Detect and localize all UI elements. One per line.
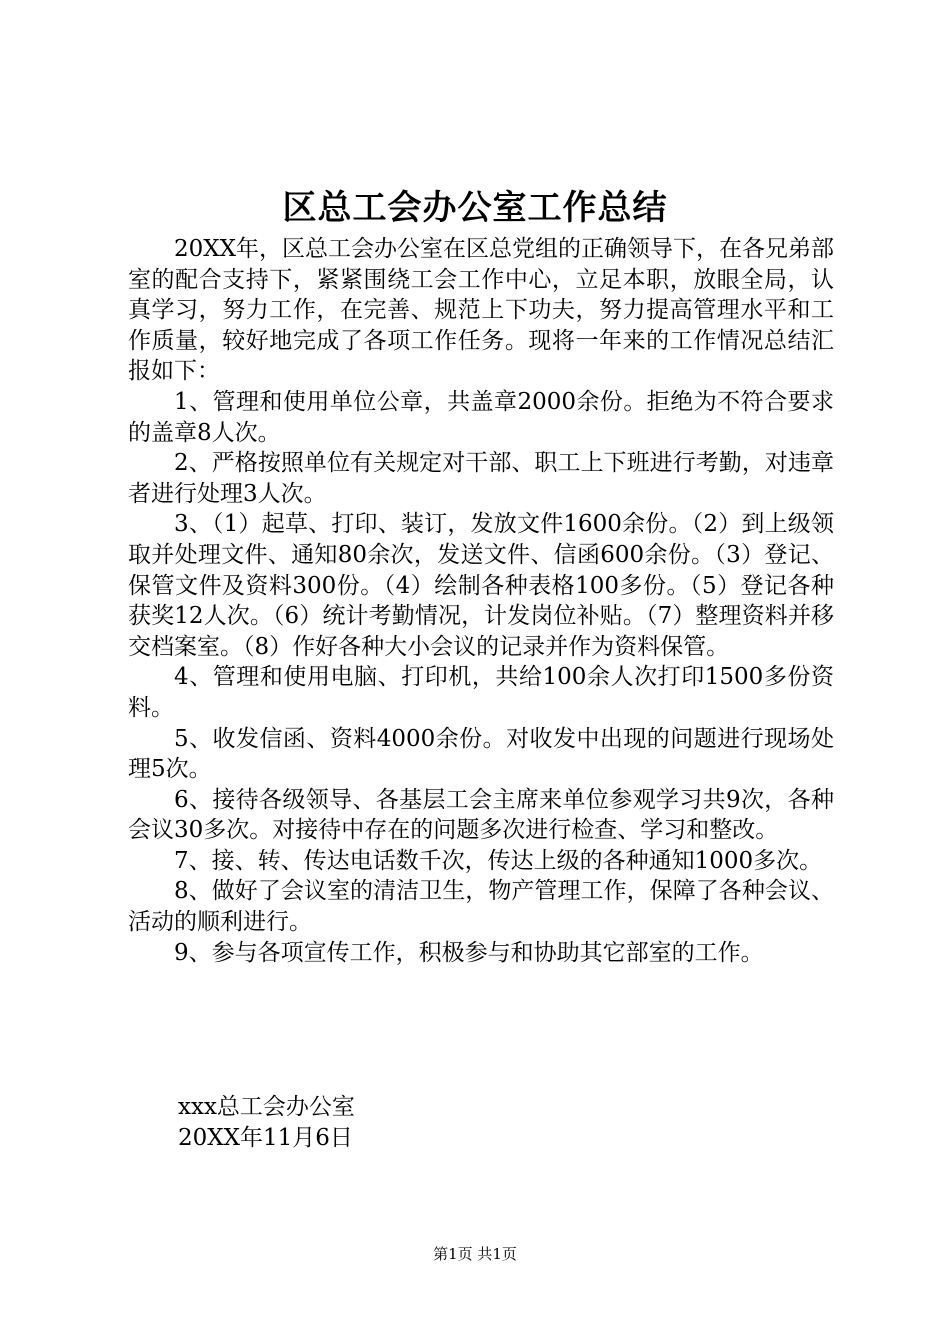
document-body [128, 234, 834, 968]
item-paragraph-4: 4、管理和使用电脑、打印机，共给100余人次打印1500多份资料。 [128, 664, 834, 721]
item-paragraph-2: 2、严格按照单位有关规定对干部、职工上下班进行考勤，对违章者进行处理3人次。 [128, 450, 834, 507]
intro-paragraph: 20XX年，区总工会办公室在区总党组的正确领导下，在各兄弟部室的配合支持下，紧紧围绕工会工作中心，立足本职，放眼全局，认真学习，努力工作，在完善、规范上下功夫，努力提高管理水平和工作质量，较好地完成了各项工作任务。现将一年来的工作情况总结汇报如下： [128, 236, 835, 385]
page-footer: 第1页 共1页 [433, 1245, 517, 1263]
signature-block [178, 1092, 355, 1153]
item-paragraph-7: 7、接、转、传达电话数千次，传达上级的各种通知1000多次。 [174, 847, 823, 874]
signature-date: 20XX年11月6日 [178, 1124, 353, 1151]
item-paragraph-3: 3、（1）起草、打印、装订，发放文件1600余份。（2）到上级领取并处理文件、通知80余次，发送文件、信函600余份。（3）登记、保管文件及资料300份。（4）绘制各种表格100多份。（5）登记各种获奖12人次。（6）统计考勤情况，计发岗位补贴。（7）整理资料并移交档案室。（8）作好各种大小会议的记录并作为资料保管。 [128, 511, 834, 660]
item-paragraph-8: 8、做好了会议室的清洁卫生，物产管理工作，保障了各种会议、活动的顺利进行。 [128, 878, 834, 936]
item-paragraph-5: 5、收发信函、资料4000余份。对收发中出现的问题进行现场处理5次。 [128, 725, 834, 783]
signature-organization: xxx总工会办公室 [178, 1094, 355, 1120]
item-paragraph-9: 9、参与各项宣传工作，积极参与和协助其它部室的工作。 [174, 939, 764, 966]
document-title: 区总工会办公室工作总结 [282, 188, 668, 228]
item-paragraph-1: 1、管理和使用单位公章，共盖章2000余份。拒绝为不符合要求的盖章8人次。 [128, 388, 834, 446]
item-paragraph-6: 6、接待各级领导、各基层工会主席来单位参观学习共9次，各种会议30多次。对接待中存在的问题多次进行检查、学习和整改。 [128, 786, 834, 844]
